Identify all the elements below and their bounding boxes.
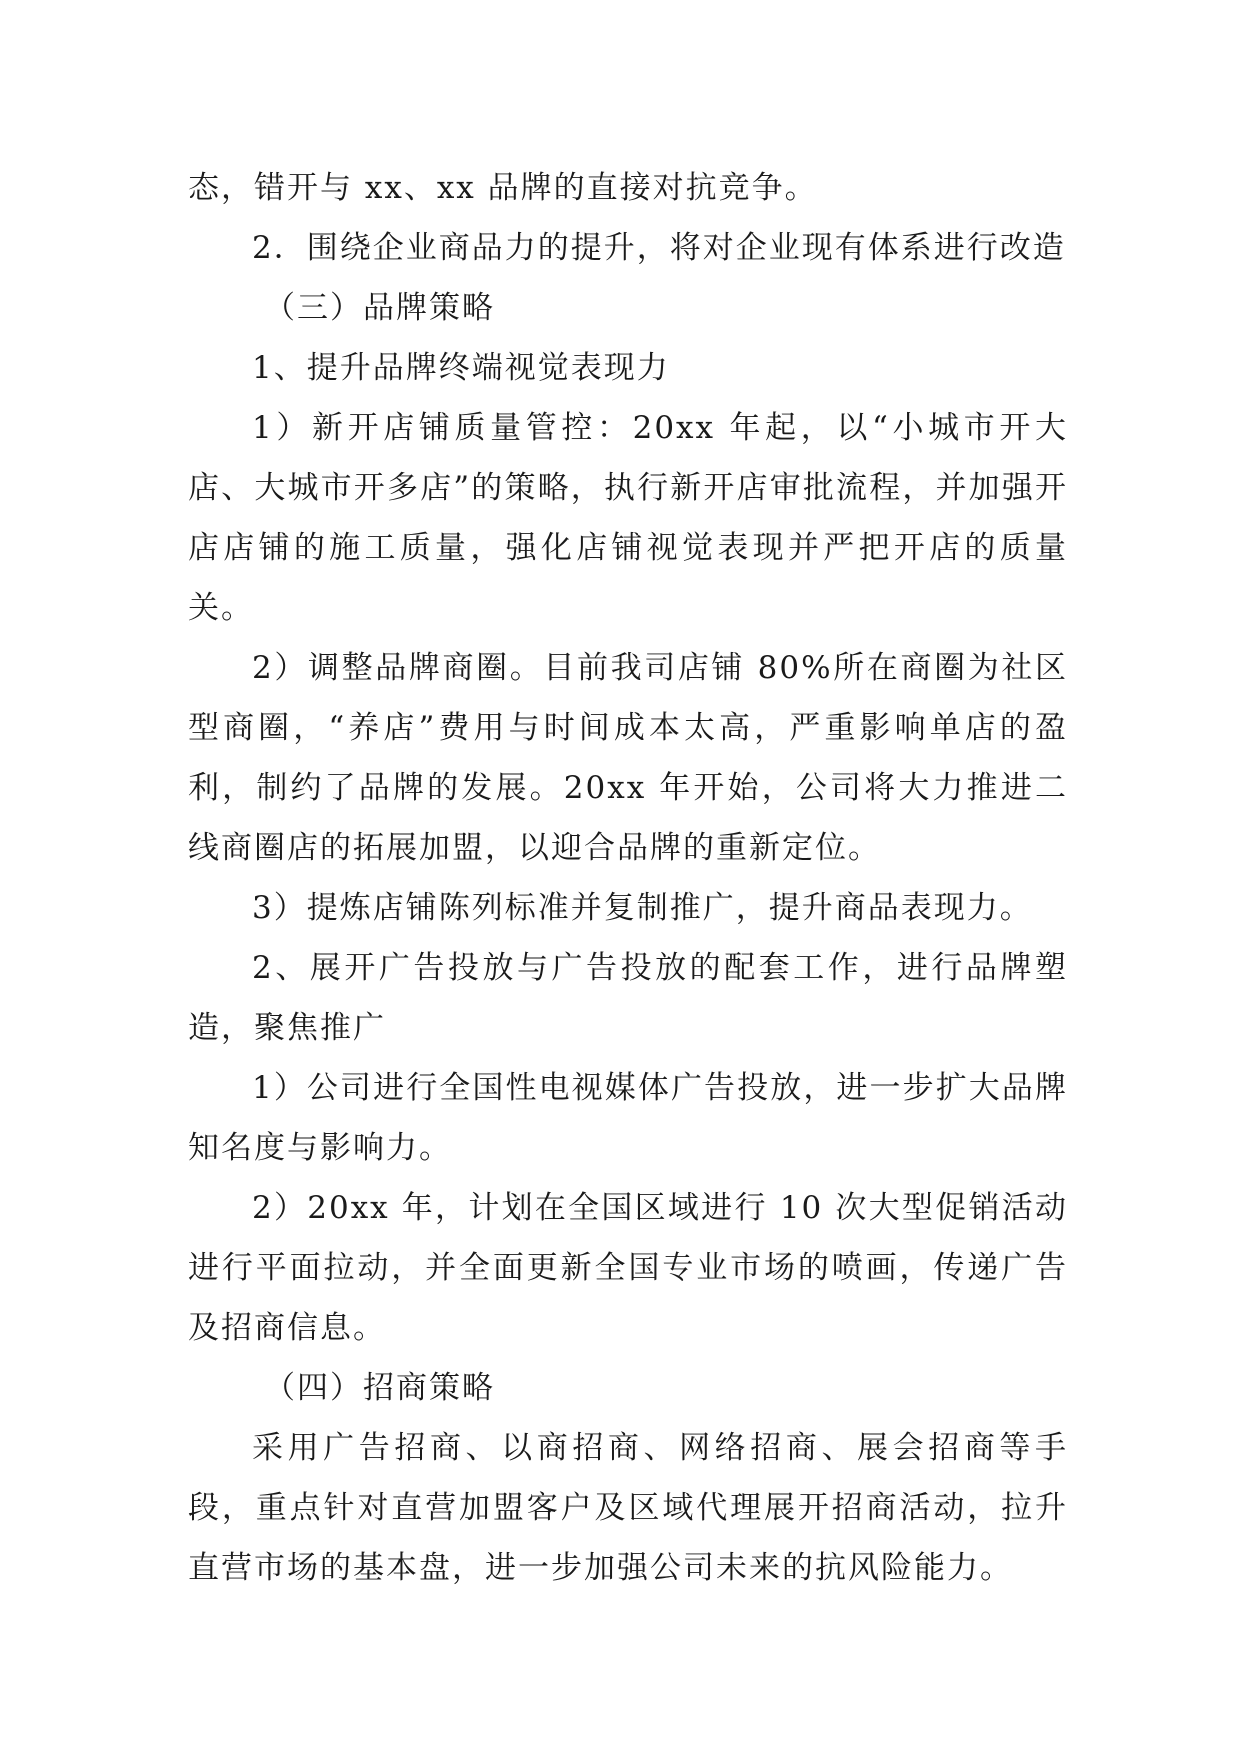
paragraph-tv-advertising: 1）公司进行全国性电视媒体广告投放，进一步扩大品牌知名度与影响力。 (188, 1070, 1068, 1166)
paragraph-new-store-quality: 1）新开店铺质量管控：20xx 年起，以“小城市开大店、大城市开多店”的策略，执行新开店审批流程，并加强开店店铺的施工质量，强化店铺视觉表现并严把开店的质量关。 (188, 410, 1068, 626)
paragraph-promotions: 2）20xx 年，计划在全国区域进行 10 次大型促销活动进行平面拉动，并全面更新全国专业市场的喷画，传递广告及招商信息。 (188, 1190, 1068, 1346)
subheading-advertising: 2、展开广告投放与广告投放的配套工作，进行品牌塑造，聚焦推广 (188, 950, 1068, 1046)
paragraph-investment-methods: 采用广告招商、以商招商、网络招商、展会招商等手段，重点针对直营加盟客户及区域代理展开招商活动，拉升直营市场的基本盘，进一步加强公司未来的抗风险能力。 (188, 1430, 1068, 1586)
paragraph-continuation: 态，错开与 xx、xx 品牌的直接对抗竞争。 (188, 170, 818, 206)
paragraph-display-standards: 3）提炼店铺陈列标准并复制推广，提升商品表现力。 (252, 890, 1033, 926)
document-body (188, 158, 1068, 1598)
section-heading-investment-strategy: （四）招商策略 (264, 1370, 495, 1406)
section-heading-brand-strategy: （三）品牌策略 (264, 290, 495, 326)
subheading-visual-expression: 1、提升品牌终端视觉表现力 (252, 350, 670, 386)
paragraph-item-2: 2．围绕企业商品力的提升，将对企业现有体系进行改造 (252, 230, 1066, 266)
paragraph-adjust-business-circle: 2）调整品牌商圈。目前我司店铺 80%所在商圈为社区型商圈，“养店”费用与时间成本太高，严重影响单店的盈利，制约了品牌的发展。20xx 年开始，公司将大力推进二线商圈店的拓展加盟，以迎合品牌的重新定位。 (188, 650, 1068, 866)
